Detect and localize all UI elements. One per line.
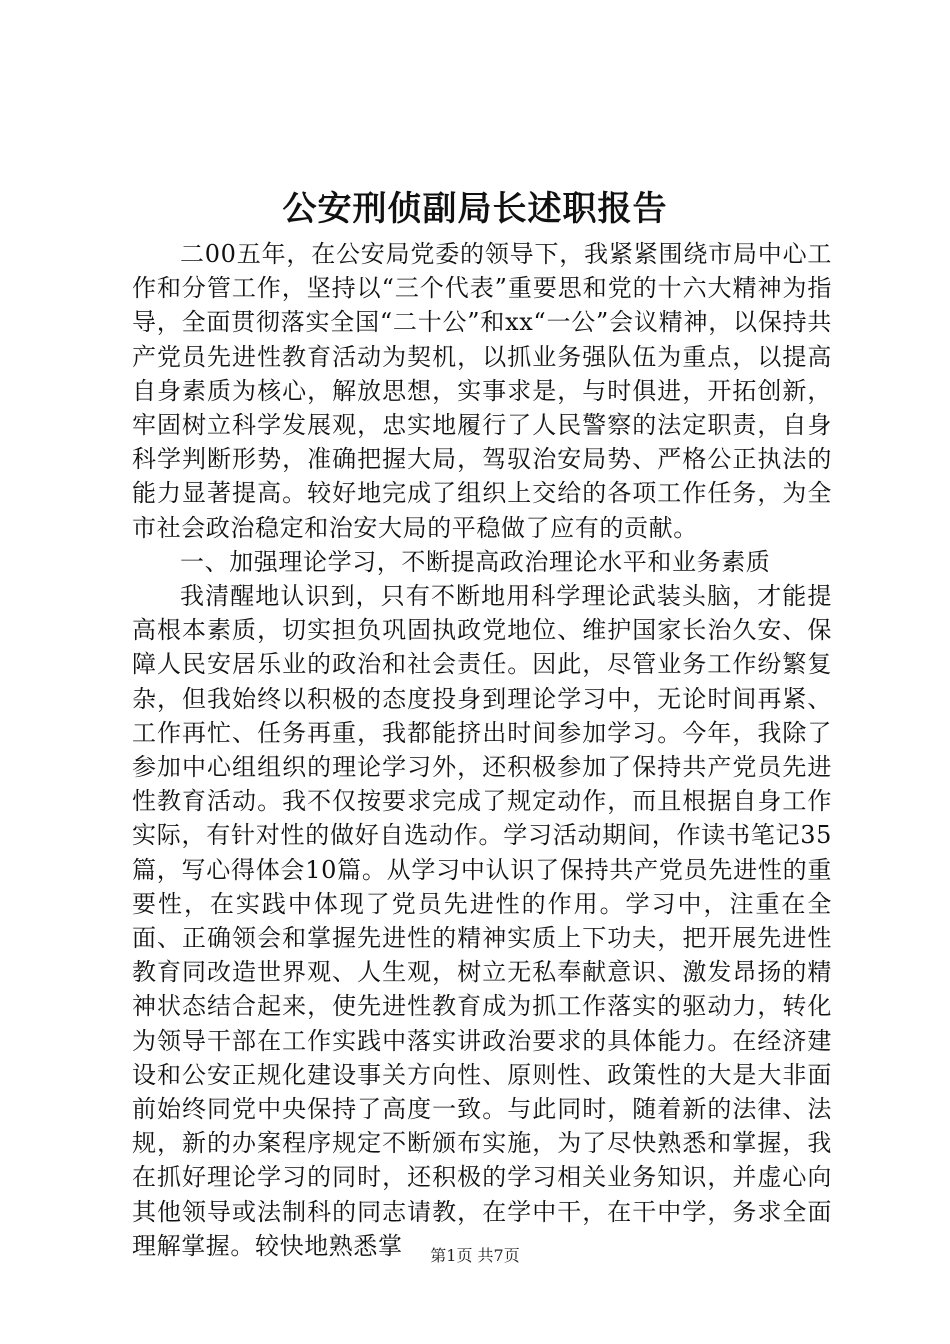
document-body [132, 237, 832, 1263]
document-title: 公安刑侦副局长述职报告 [282, 189, 668, 229]
section-heading-1: 一、加强理论学习，不断提高政治理论水平和业务素质 [180, 547, 771, 576]
paragraph-section-1: 我清醒地认识到，只有不断地用科学理论武装头脑，才能提高根本素质，切实担负巩固执政党地位、维护国家长治久安、保障人民安居乐业的政治和社会责任。因此，尽管业务工作纷繁复杂，但我始终以积极的态度投身到理论学习中，无论时间再紧、工作再忙、任务再重，我都能挤出时间参加学习。今年，我除了参加中心组组织的理论学习外，还积极参加了保持共产党员先进性教育活动。我不仅按要求完成了规定动作，而且根据自身工作实际，有针对性的做好自选动作。学习活动期间，作读书笔记35篇，写心得体会10篇。从学习中认识了保持共产党员先进性的重要性，在实践中体现了党员先进性的作用。学习中，注重在全面、正确领会和掌握先进性的精神实质上下功夫，把开展先进性教育同改造世界观、人生观，树立无私奉献意识、激发昂扬的精神状态结合起来，使先进性教育成为抓工作落实的驱动力，转化为领导干部在工作实践中落实讲政治要求的具体能力。在经济建设和公安正规化建设事关方向性、原则性、政策性的大是大非面前始终同党中央保持了高度一致。与此同时，随着新的法律、法规，新的办案程序规定不断颁布实施，为了尽快熟悉和掌握，我在抓好理论学习的同时，还积极的学习相关业务知识，并虚心向其他领导或法制科的同志请教，在学中干，在干中学，务求全面理解掌握。较快地熟悉掌 [132, 582, 832, 1260]
paragraph-intro: 二00五年，在公安局党委的领导下，我紧紧围绕市局中心工作和分管工作，坚持以“三个代表”重要思和党的十六大精神为指导，全面贯彻落实全国“二十公”和xx“一公”会议精神，以保持共产党员先进性教育活动为契机，以抓业务强队伍为重点，以提高自身素质为核心，解放思想，实事求是，与时俱进，开拓创新，牢固树立科学发展观，忠实地履行了人民警察的法定职责，自身科学判断形势，准确把握大局，驾驭治安局势、严格公正执法的能力显著提高。较好地完成了组织上交给的各项工作任务，为全市社会政治稳定和治安大局的平稳做了应有的贡献。 [132, 240, 832, 542]
page-footer: 第1页 共7页 [430, 1246, 520, 1265]
